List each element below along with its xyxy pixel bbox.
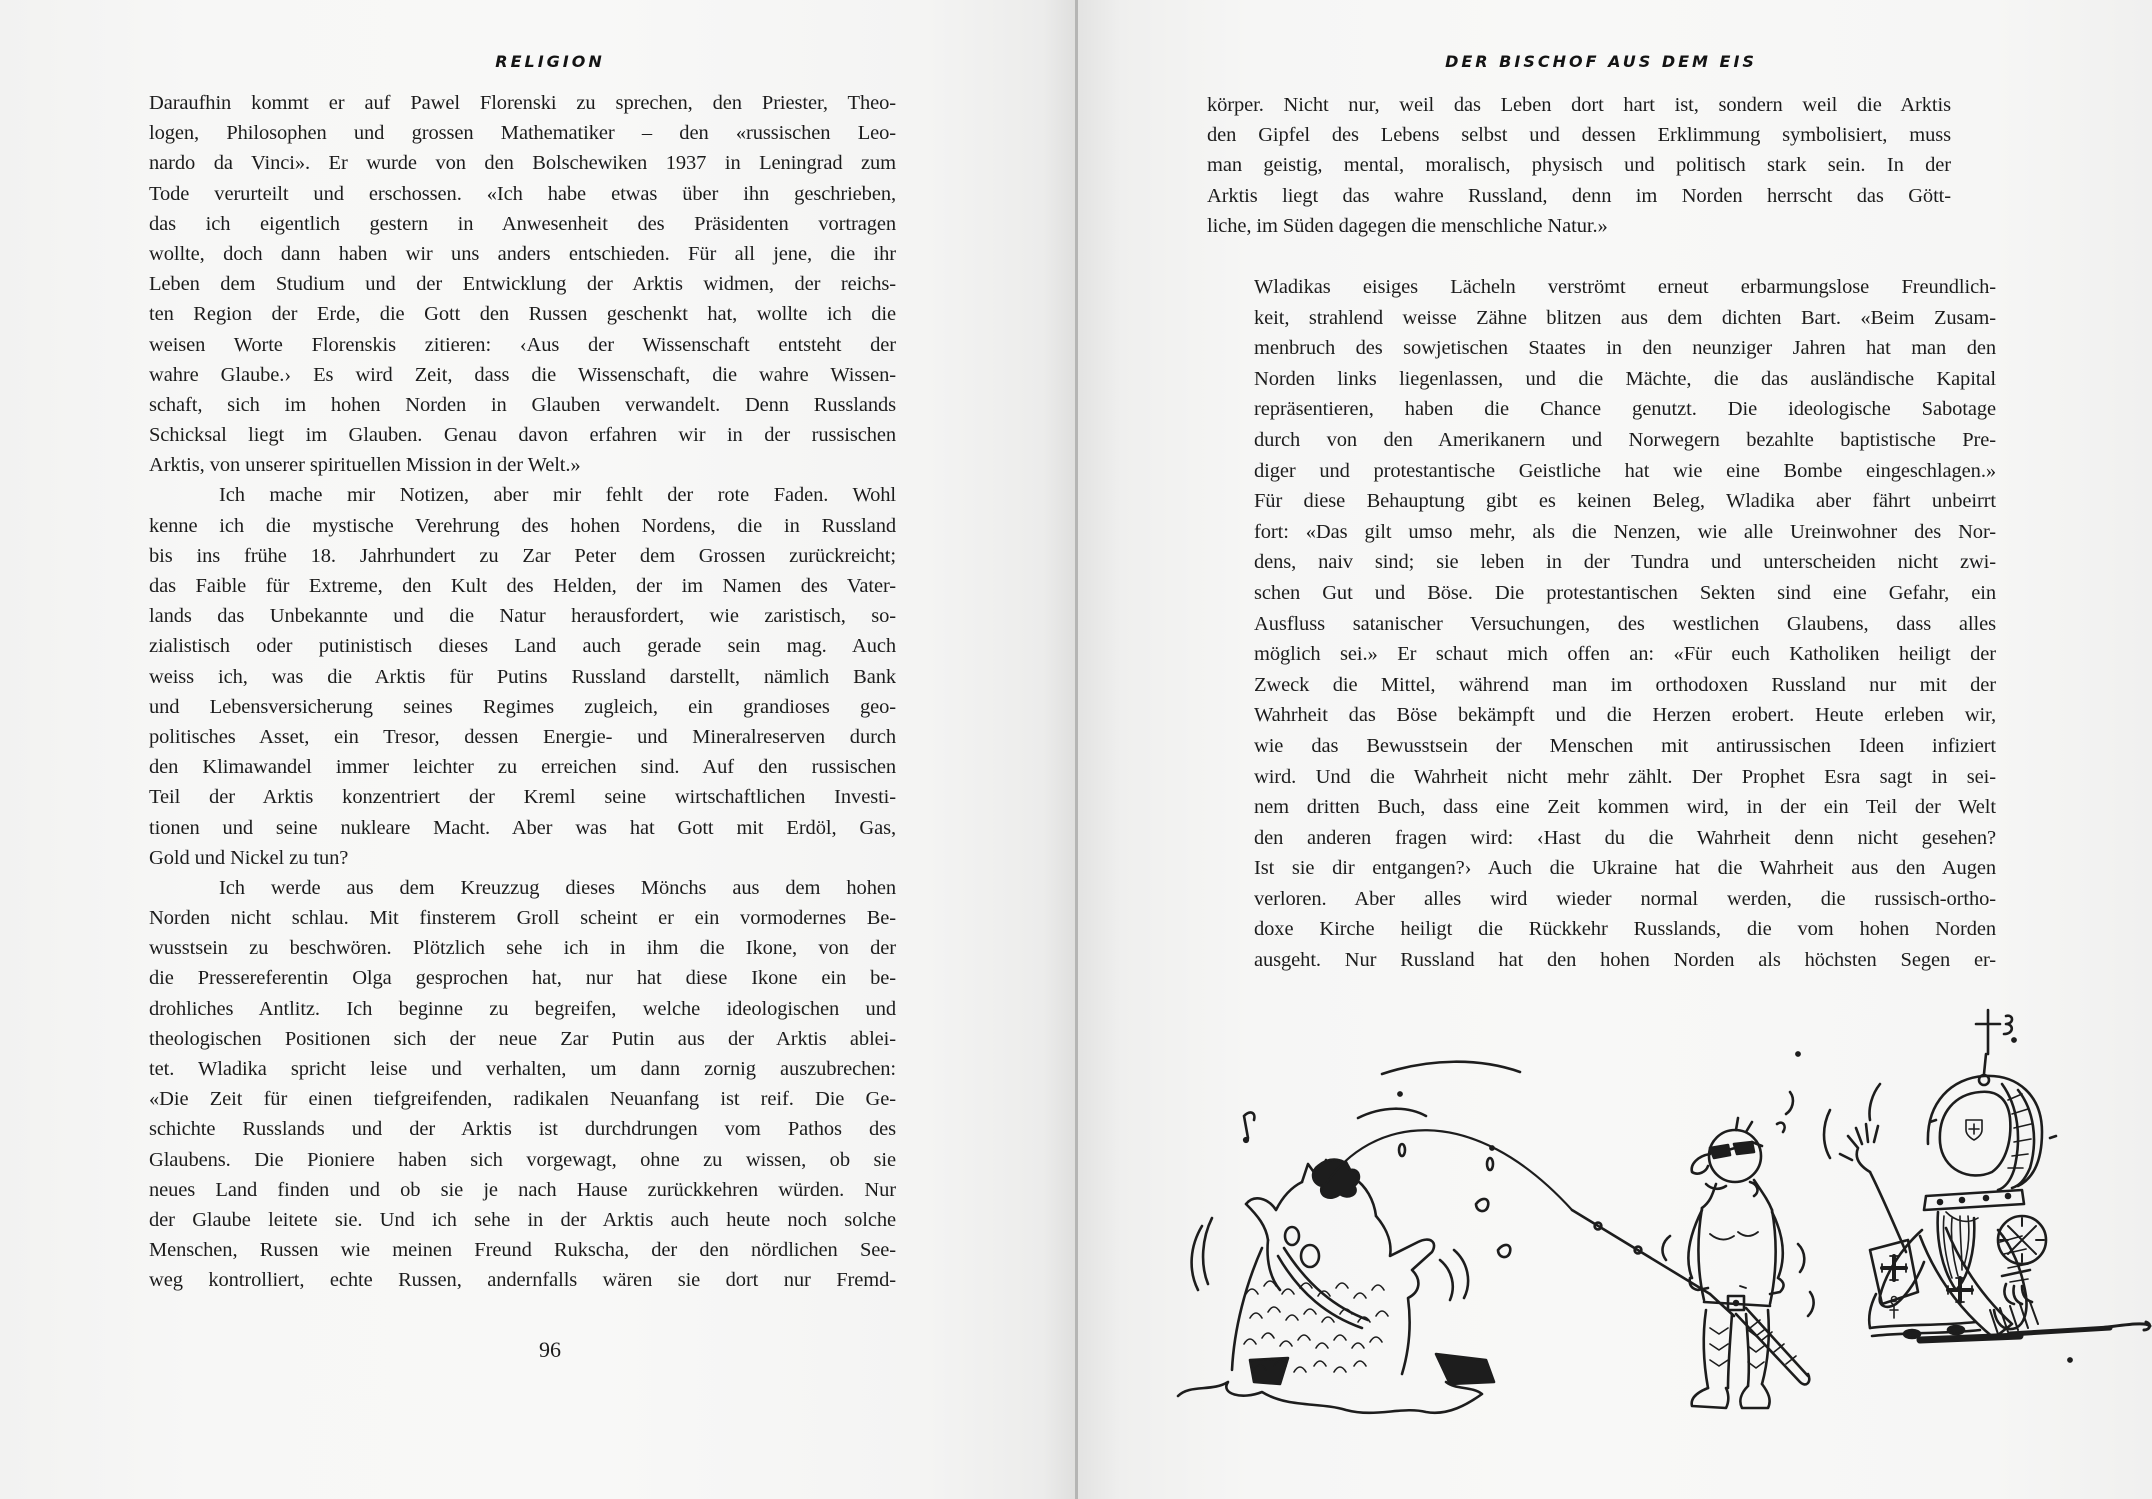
text-line: dens, naiv sind; sie leben in der Tundra und unterscheiden nicht zwi- (1254, 551, 1996, 574)
text-line: fort: «Das gilt umso mehr, als die Nenzen, wie alle Ureinwohner des Nor- (1254, 520, 1996, 543)
text-line: Teil der Arktis konzentriert der Kreml seine wirtschaftlichen Investi- (149, 786, 896, 809)
text-line: Norden links liegenlassen, und die Mächte, die das ausländische Kapital (1254, 367, 1996, 390)
body-text-right-intro (1207, 90, 1951, 241)
text-line: den anderen fragen wird: ‹Hast du die Wahrheit denn nicht gesehen? (1254, 826, 1996, 849)
cartoon-illustration (1150, 988, 2152, 1448)
text-line: wie das Bewusstsein der Menschen mit antirussischen Ideen infiziert (1254, 734, 1996, 757)
text-line: Ich werde aus dem Kreuzzug dieses Mönchs aus dem hohen (219, 876, 896, 899)
body-text-left (149, 88, 896, 1296)
text-line: Gold und Nickel zu tun? (149, 846, 349, 869)
text-line: verloren. Aber alles wird wieder normal werden, die russisch-ortho- (1254, 887, 1996, 910)
text-line: das ich eigentlich gestern in Anwesenheit des Präsidenten vortragen (149, 212, 896, 235)
text-line: Daraufhin kommt er auf Pawel Florenski zu sprechen, den Priester, Theo- (149, 92, 896, 114)
text-line: Menschen, Russen wie meinen Freund Rukscha, der den nördlichen See- (149, 1239, 896, 1262)
body-text-right-quote (1254, 272, 1996, 976)
paragraph (149, 88, 896, 480)
text-line: liche, im Süden dagegen die menschliche Natur.» (1207, 214, 1608, 237)
text-line: Schicksal liegt im Glauben. Genau davon erfahren wir in der russischen (149, 424, 896, 447)
text-line: doxe Kirche heiligt die Rückkehr Russlands, die vom hohen Norden (1254, 918, 1996, 941)
text-line: ausgeht. Nur Russland hat den hohen Norden als höchsten Segen er- (1254, 949, 1996, 972)
text-line: nem dritten Buch, dass eine Zeit kommen wird, in der ein Teil der Welt (1254, 796, 1996, 819)
text-line: Glaubens. Die Pioniere haben sich vorgewagt, ohne zu wissen, ob sie (149, 1148, 896, 1171)
text-line: wollte, doch dann haben wir uns anders entschieden. Für all jene, die ihr (149, 242, 896, 265)
text-line: Für diese Behauptung gibt es keinen Beleg, Wladika aber fährt unbeirrt (1254, 490, 1996, 513)
text-line: drohliches Antlitz. Ich beginne zu begreifen, welche ideologischen und (149, 997, 896, 1020)
fishing-rod-illustration (1326, 1062, 1710, 1294)
text-line: theologischen Positionen sich der neue Zar Putin aus der Arktis ablei- (149, 1027, 896, 1050)
text-line: keit, strahlend weisse Zähne blitzen aus dem dichten Bart. «Beim Zusam- (1254, 306, 1996, 329)
text-line: weg kontrolliert, echte Russen, andernfalls wären sie dort nur Fremd- (149, 1269, 896, 1292)
text-line: zialistisch oder putinistisch dieses Land auch gerade sein mag. Auch (149, 635, 896, 658)
text-line: repräsentieren, haben die Chance genutzt. Die ideologische Sabotage (1254, 398, 1996, 421)
text-line: man geistig, mental, moralisch, physisch und politisch stark sein. In der (1207, 154, 1951, 177)
text-line: Arktis liegt das wahre Russland, denn im Norden herrscht das Gött- (1207, 184, 1951, 207)
text-line: wahre Glaube.› Es wird Zeit, dass die Wissenschaft, die wahre Wissen- (149, 363, 896, 386)
bishop-illustration (1824, 1010, 2150, 1362)
text-line: schen Gut und Böse. Die protestantischen Sekten sind eine Gefahr, ein (1254, 581, 1996, 604)
text-line: weisen Worte Florenskis zitieren: ‹Aus der Wissenschaft entsteht der (149, 333, 896, 356)
text-line: politisches Asset, ein Tresor, dessen Energie- und Mineralreserven durch (149, 725, 896, 748)
text-line: diger und protestantische Geistliche hat wie eine Bombe eingeschlagen.» (1254, 459, 1996, 482)
running-head-right: DER BISCHOF AUS DEM EIS (1445, 52, 1757, 71)
paragraph (1254, 272, 1996, 976)
fisherman-illustration (1663, 1052, 1814, 1408)
text-line: den Gipfel des Lebens selbst und dessen Erklimmung symbolisiert, muss (1207, 124, 1951, 147)
text-line: durch von den Amerikanern und Norwegern bezahlte baptistische Pre- (1254, 428, 1996, 451)
text-line: Zweck die Mittel, während man im orthodoxen Russland nur mit der (1254, 673, 1996, 696)
text-line: neues Land finden und ob sie je nach Hause zurückkehren würden. Nur (149, 1178, 896, 1201)
text-line: kenne ich die mystische Verehrung des hohen Nordens, die in Russland (149, 514, 896, 537)
text-line: schichte Russlands und der Arktis ist durchdrungen vom Pathos des (149, 1118, 896, 1141)
text-line: bis ins frühe 18. Jahrhundert zu Zar Peter dem Grossen zurückreicht; (149, 544, 896, 567)
text-line: Ausfluss satanischer Versuchungen, des westlichen Glaubens, dass alles (1254, 612, 1996, 635)
paragraph (1207, 90, 1951, 241)
text-line: tionen und seine nukleare Macht. Aber was hat Gott mit Erdöl, Gas, (149, 816, 896, 839)
paragraph (149, 873, 896, 1296)
text-line: menbruch des sowjetischen Staates in den neunziger Jahren hat man den (1254, 337, 1996, 360)
text-line: lands das Unbekannte und die Natur herausfordert, wie zaristisch, so- (149, 605, 896, 628)
text-line: körper. Nicht nur, weil das Leben dort hart ist, sondern weil die Arktis (1207, 94, 1951, 116)
paragraph (149, 480, 896, 872)
text-line: «Die Zeit für einen tiefgreifenden, radikalen Neuanfang ist reif. Die Ge- (149, 1088, 896, 1111)
text-line: Wladikas eisiges Lächeln verströmt erneut erbarmungslose Freundlich- (1254, 276, 1996, 298)
text-line: das Faible für Extreme, den Kult des Helden, der im Namen des Vater- (149, 575, 896, 597)
fish-monster-illustration (1178, 1092, 1510, 1412)
running-head-left: RELIGION (495, 52, 605, 71)
text-line: wird. Und die Wahrheit nicht mehr zählt. Der Prophet Esra sagt in sei- (1254, 765, 1996, 788)
text-line: ten Region der Erde, die Gott den Russen geschenkt hat, wollte ich die (149, 303, 896, 326)
text-line: tet. Wladika spricht leise und verhalten, um dann zornig auszubrechen: (149, 1058, 896, 1080)
text-line: der Glaube leitete sie. Und ich sehe in der Arktis auch heute noch solche (149, 1208, 896, 1231)
text-line: den Klimawandel immer leichter zu erreichen sind. Auf den russischen (149, 756, 896, 779)
text-line: und Lebensversicherung seines Regimes zugleich, ein grandioses geo- (149, 695, 896, 718)
text-line: nardo da Vinci». Er wurde von den Bolschewiken 1937 in Leningrad zum (149, 152, 896, 175)
text-line: möglich sei.» Er schaut mich offen an: «Für euch Katholiken heiligt der (1254, 643, 1996, 666)
text-line: wusstsein zu beschwören. Plötzlich sehe ich in ihm die Ikone, von der (149, 937, 896, 960)
text-line: logen, Philosophen und grossen Mathematiker – den «russischen Leo- (149, 122, 896, 145)
gutter-line (1075, 0, 1078, 1499)
text-line: Ich mache mir Notizen, aber mir fehlt der rote Faden. Wohl (219, 484, 896, 507)
text-line: schaft, sich im hohen Norden in Glauben verwandelt. Denn Russlands (149, 393, 896, 416)
text-line: die Pressereferentin Olga gesprochen hat, nur hat diese Ikone ein be- (149, 967, 896, 990)
text-line: Tode verurteilt und erschossen. «Ich habe etwas über ihn geschrieben, (149, 182, 896, 205)
text-line: Wahrheit das Böse bekämpft und die Herzen erobert. Heute erleben wir, (1254, 704, 1996, 727)
text-line: Norden nicht schlau. Mit finsterem Groll scheint er ein vormodernes Be- (149, 907, 896, 930)
text-line: Ist sie dir entgangen?› Auch die Ukraine hat die Wahrheit aus den Augen (1254, 857, 1996, 880)
text-line: Leben dem Studium und der Entwicklung der Arktis widmen, der reichs- (149, 273, 896, 296)
page-number: 96 (539, 1337, 561, 1362)
text-line: Arktis, von unserer spirituellen Mission in der Welt.» (149, 454, 581, 477)
text-line: weiss ich, was die Arktis für Putins Russland darstellt, nämlich Bank (149, 665, 896, 688)
